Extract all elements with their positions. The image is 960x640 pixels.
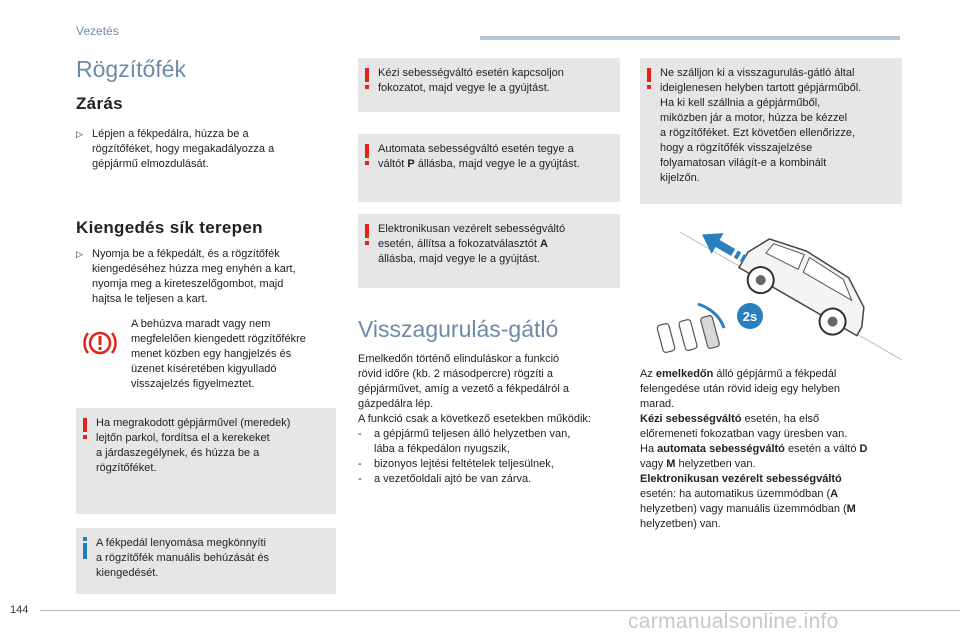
warning-icon <box>647 68 651 82</box>
text-line: Az emelkedőn álló gépjármű a fékpedál <box>640 368 837 380</box>
text-line: lejtőn parkol, fordítsa el a kerekeket <box>96 432 270 444</box>
step-line: Nyomja be a fékpedált, és a rögzítőfék <box>92 248 280 260</box>
text-line: Ne szálljon ki a visszagurulás-gátló által <box>660 67 855 79</box>
step-kiengedes <box>76 247 336 311</box>
hill-start-text <box>358 352 628 487</box>
text-line: rögzítőféket. <box>96 462 157 474</box>
text-line: Automata sebességváltó esetén tegye a <box>378 143 574 155</box>
list-item: - a vezetőoldali ajtó be van zárva. <box>358 473 532 485</box>
text-line: fokozatot, majd vegye le a gyújtást. <box>378 82 550 94</box>
warning-box-manual <box>358 58 620 112</box>
hill-start-illustration <box>640 212 902 362</box>
warning-box-electronic <box>358 214 620 288</box>
text-line: ideiglenesen helyben tartott gépjárműből. <box>660 82 862 94</box>
text-line: gépjárművet, amíg a vezető a fékpedálról a <box>358 383 569 395</box>
triangle-icon: ▷ <box>76 129 83 139</box>
header-divider <box>480 36 900 40</box>
car-on-slope-icon <box>733 226 881 347</box>
step-line: Lépjen a fékpedálra, húzza be a <box>92 128 249 140</box>
warning-icon <box>365 224 369 238</box>
text-line: vagy M helyzetben van. <box>640 458 756 470</box>
text-line: a rögzítőfék manuális behúzását és <box>96 552 270 564</box>
text-line: állásba, majd vegye le a gyújtást. <box>378 253 541 265</box>
warning-box-parking <box>76 408 336 514</box>
timer-badge-label: 2s <box>742 309 758 324</box>
page-title: Rögzítőfék <box>76 56 186 82</box>
text-line: felengedése után rövid ideig egy helyben <box>640 383 840 395</box>
text-line: Kézi sebességváltó esetén kapcsoljon <box>378 67 564 79</box>
text-line: esetén, állítsa a fokozatválasztót A <box>378 238 548 250</box>
triangle-icon: ▷ <box>76 249 83 259</box>
text-line: előremeneti fokozatban vagy üresben van. <box>640 428 848 440</box>
step-line: nyomja meg a kireteszelőgombot, majd <box>92 278 284 290</box>
text-line: Ha megrakodott gépjárművel (meredek) <box>96 417 291 429</box>
text-line: esetén: ha automatikus üzemmódban (A <box>640 488 839 500</box>
text-line: A fékpedál lenyomása megkönnyíti <box>96 537 266 549</box>
text-line: megfelelően kiengedett rögzítőfékre <box>131 333 306 345</box>
text-line: helyzetben) vagy manuális üzemmódban (M <box>640 503 856 515</box>
text-line: a járdaszegélynek, és húzza be a <box>96 447 260 459</box>
page-number: 144 <box>10 604 29 616</box>
text-line: hogy a rögzítőfék visszajelzése <box>660 142 813 154</box>
brake-alert-text <box>131 317 331 392</box>
step-line: kiengedéséhez húzza meg enyhén a kart, <box>92 263 296 275</box>
pedal-icon <box>657 304 724 353</box>
info-icon <box>83 543 87 559</box>
warning-box-automatic <box>358 134 620 202</box>
text-line: üzenet kíséretében kigyulladó <box>131 363 277 375</box>
warning-icon <box>83 418 87 432</box>
text-line: Elektronikusan vezérelt sebességváltó <box>640 473 842 485</box>
text-line: helyzetben) van. <box>640 518 721 530</box>
warning-icon <box>365 144 369 158</box>
warning-box-leave-vehicle <box>640 58 902 204</box>
step-line: gépjármű elmozdulását. <box>92 158 209 170</box>
text-line: folyamatosan világít-e a kombinált <box>660 157 827 169</box>
list-item: - bizonyos lejtési feltételek teljesülnek, <box>358 458 554 470</box>
text-line: a rögzítőféket. Ezt követően ellenőrizze, <box>660 127 856 139</box>
step-line: rögzítőféket, hogy megakadályozza a <box>92 143 275 155</box>
warning-icon <box>365 68 369 82</box>
text-line: kiengedését. <box>96 567 159 579</box>
text-line: rövid időre (kb. 2 másodpercre) rögzíti a <box>358 368 554 380</box>
heading-kiengedes: Kiengedés sík terepen <box>76 218 263 237</box>
text-line: miközben jár a motor, húzza be kézzel <box>660 112 848 124</box>
text-line: A funkció csak a következő esetekben működik: <box>358 413 591 425</box>
text-line: Kézi sebességváltó esetén, ha első <box>640 413 820 425</box>
text-line: marad. <box>640 398 675 410</box>
watermark: carmanualsonline.info <box>628 610 839 633</box>
text-line: Ha ki kell szállnia a gépjárműből, <box>660 97 821 109</box>
section-header: Vezetés <box>76 24 119 38</box>
step-zaras <box>76 127 336 177</box>
text-line: Emelkedőn történő elinduláskor a funkció <box>358 353 560 365</box>
text-line: gázpedálra lép. <box>358 398 434 410</box>
heading-hill-start: Visszagurulás-gátló <box>358 316 559 342</box>
text-line: Ha automata sebességváltó esetén a váltó D <box>640 443 868 455</box>
brake-alert-icon <box>82 325 118 361</box>
hill-start-description <box>640 367 910 532</box>
text-line: A behúzva maradt vagy nem <box>131 318 271 330</box>
text-line: Elektronikusan vezérelt sebességváltó <box>378 223 566 235</box>
step-line: hajtsa le teljesen a kart. <box>92 293 208 305</box>
info-box <box>76 528 336 594</box>
text-line: visszajelzés figyelmeztet. <box>131 378 255 390</box>
text-line: váltót P állásba, majd vegye le a gyújtást. <box>378 158 580 170</box>
text-line: menet közben egy hangjelzés és <box>131 348 292 360</box>
text-line: kijelzőn. <box>660 172 700 184</box>
heading-zaras: Zárás <box>76 94 123 113</box>
list-item: - a gépjármű teljesen álló helyzetben van, lába a fékpedálon nyugszik, <box>358 428 571 455</box>
